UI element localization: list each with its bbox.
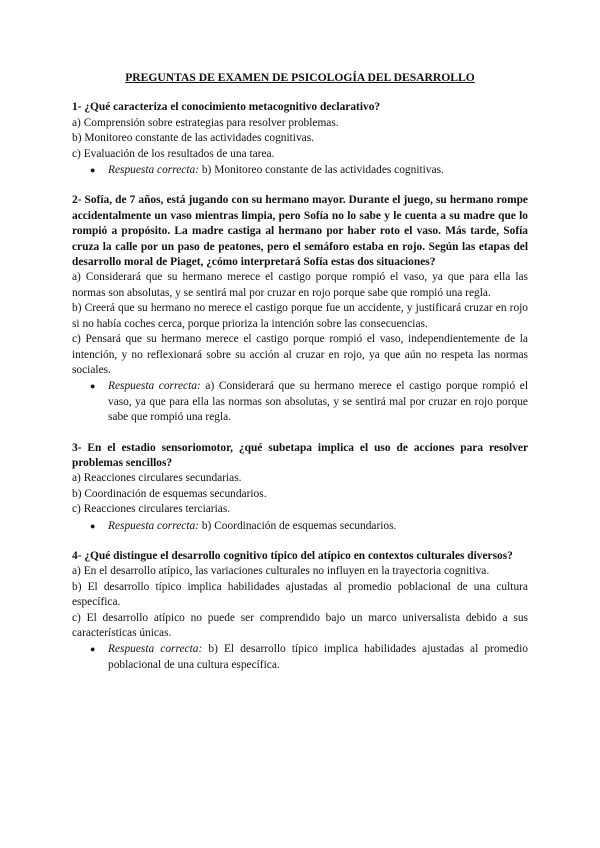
answer-label: Respuesta correcta: [108, 380, 201, 393]
question-4 [72, 549, 528, 673]
answer-label: Respuesta correcta: [108, 164, 199, 177]
option-a: a) Reacciones circulares secundarias. [72, 472, 242, 485]
question-2 [72, 193, 528, 425]
option-c: c) Pensará que su hermano merece el castigo porque rompió el vaso, independientemente de la intención, y no reflexionará sobre su acción al cruzar en rojo, ya que aún no respeta las normas sociales. [72, 333, 528, 376]
option-b: b) Coordinación de esquemas secundarios. [72, 487, 267, 500]
correct-answer [72, 642, 528, 673]
question-text: 3- En el estadio sensoriomotor, ¿qué subetapa implica el uso de acciones para resolver problemas sencillos? [72, 441, 528, 469]
bullet-icon: ● [90, 381, 96, 392]
option-a: a) Comprensión sobre estrategias para resolver problemas. [72, 116, 339, 129]
option-a: a) Considerará que su hermano merece el castigo porque rompió el vaso, ya que para ella las normas son absolutas, y se sentirá mal por cruzar en rojo porque sabe que rompió una regla. [72, 271, 528, 299]
option-b: b) Creerá que su hermano no merece el castigo porque fue un accidente, y justificará cruzar en rojo si no había coches cerca, porque prioriza la intención sobre las consecuencias. [72, 302, 528, 330]
question-1 [72, 100, 528, 178]
option-c: c) El desarrollo atípico no puede ser comprendido bajo un marco universalista debido a sus características únicas. [72, 611, 528, 639]
bullet-icon: ● [90, 520, 96, 531]
option-b: b) El desarrollo típico implica habilidades ajustadas al promedio poblacional de una cultura específica. [72, 580, 528, 609]
question-text: 2- Sofía, de 7 años, está jugando con su hermano mayor. Durante el juego, su hermano rompe accidentalmente un vaso mientras limpia, pero Sofía no lo sabe y le cuenta a su madre que lo rompió a propósito. La madre castiga al hermano por haber roto el vaso. Más tarde, Sofía cruza la calle por un paso de peatones, pero el semáforo estaba en rojo. Según las etapas del desarrollo moral de Piaget, ¿cómo interpretará Sofía estas dos situaciones? [72, 194, 528, 269]
option-a: a) En el desarrollo atípico, las variaciones culturales no influyen en la trayectoria cognitiva. [72, 565, 490, 578]
answer-text: b) Monitoreo constante de las actividades cognitivas. [201, 164, 444, 177]
document-page [72, 70, 528, 673]
answer-text: b) Coordinación de esquemas secundarios. [201, 519, 397, 532]
correct-answer [72, 379, 528, 425]
question-text: 1- ¿Qué caracteriza el conocimiento metacognitivo declarativo? [72, 101, 381, 114]
option-c: c) Reacciones circulares terciarias. [72, 503, 231, 516]
correct-answer [72, 163, 528, 178]
question-text: 4- ¿Qué distingue el desarrollo cognitivo típico del atípico en contextos culturales diversos? [72, 549, 513, 562]
bullet-icon: ● [90, 165, 96, 176]
option-c: c) Evaluación de los resultados de una tarea. [72, 147, 275, 160]
answer-label: Respuesta correcta: [108, 643, 203, 656]
answer-label: Respuesta correcta: [108, 519, 199, 532]
bullet-icon: ● [90, 644, 96, 655]
document-title: PREGUNTAS DE EXAMEN DE PSICOLOGÍA DEL DESARROLLO [125, 71, 475, 84]
option-b: b) Monitoreo constante de las actividades cognitivas. [72, 132, 314, 145]
answer-text: a) Considerará que su hermano merece el castigo porque rompió el vaso, ya que para ella las normas son absolutas, y se sentirá mal por cruzar en rojo porque sabe que rompió una regla. [108, 380, 528, 424]
question-3 [72, 441, 528, 534]
correct-answer [72, 519, 528, 534]
answer-text: b) El desarrollo típico implica habilidades ajustadas al promedio poblacional de una cultura específica. [108, 643, 528, 671]
